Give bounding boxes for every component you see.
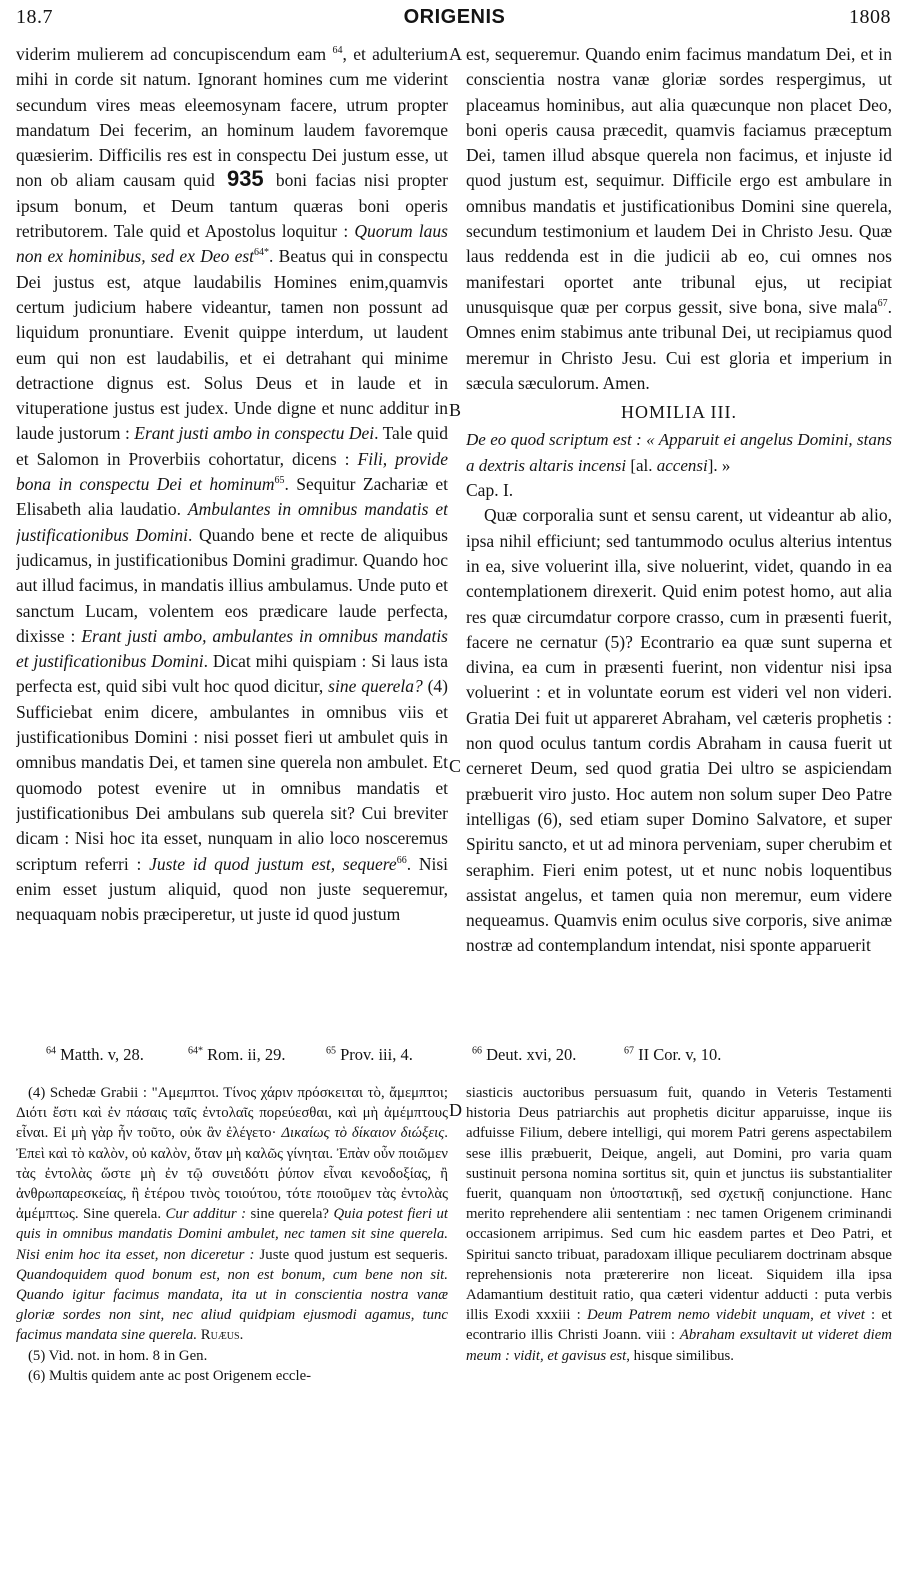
page-number-right: 1808 (849, 6, 891, 28)
running-title: ORIGENIS (403, 6, 506, 28)
body-paragraph: Quæ corporalia sunt et sensu carent, ut videantur ab alio, ipsa nihil efficiunt; sed tantummodo oculus alterius intentus in ea, sive voluerint illa, sive noluerint, videt, quando in ea contemplationem direxerit. Quid enim potest homo, aut alia res quæ circumdatur corpore crasso, cum in præsenti fuerit, facere ne cernatur (5)? Econtrario ea quæ sunt superna et divina, ea cum in præsenti fuerint, non videntur nisi ipsa voluerint : et in voluntate eorum est videri vel non videri. Gratia Dei fuit ut appareret Abraham, vel cæteris prophetis : non quod oculus tantum cordis Abraham in causa fuerit ut cerneret Deum, sed quod gratia Dei ultro se aspiciendam præbuerit viro justo. Hoc autem non solum super Deo Patre intelligas (6), sed etiam super Domino Salvatore, et super Spiritu sancto, et ut ad minora perveniam, super cherubim et seraphim. Fieri enim potest, ut et nunc nobis loquentibus assistat angelus, et tamen quia non meremur, eum videre nequeamus. Quamvis enim oculus sive corporis, sive animæ nostræ ad contemplandum intendat, nisi sponte apparuerit (466, 505, 892, 956)
margin-marker-d: D (449, 1100, 462, 1120)
scripture-quote: Erant justi ambo, ambulantes in omnibus mandatis et justificationibus Domini (16, 625, 448, 672)
footnote-6-continued: siasticis auctoribus persuasum fuit, quando in Veteris Testamenti historia Deus patriarchis aut prophetis dicitur apparuisse, inque iis adfuisse Filium, debere intelligi, qui morem Patri gerens aspectabilem sese illis præbuerit, Deique, angeli, aut Domini, pro varia quam sustinuit persona nomina sortitus sit, quin et junctus iis substantialiter fuerit, quanquam non ὑποστατικῇ, sed σχετικῇ conjunctione. Hanc merito reprehendere alii sententiam : nec tamen Origenem criminandi occasionem arripimus. Sed cum hic easdem partes et Deo Patri, et Spiritui sancto tribuat, paradoxam illique peculiarem doctrinam absque reprehensionis nota prætererire non liceat. Siquidem illa ipsa Adamantium destituit ratio, qua cæteri videntur adducti : puta verbis illis Exodi xxxiii : Deum Patrem nemo videbit unquam, et vivet : et econtrario illis Christi Joann. viii : Abraham exsultavit ut videret diem meum : vidit, et gavisus est, hisque similibus. (466, 1085, 892, 1364)
reference-item: $^{64}$ Matth. v, 28. (46, 1045, 144, 1064)
footnote-ref: 65 (274, 475, 285, 487)
scripture-quote: Ambulantes in omnibus mandatis et justificationibus Domini (16, 499, 448, 545)
homily-subtitle: De eo quod scriptum est : « Apparuit ei angelus Domini, stans a dextris altaris incensi [al. accensi]. » (466, 430, 892, 475)
footnote-ref: 64* (254, 247, 270, 259)
footnote-ref: 66 (396, 854, 407, 866)
body-paragraph: est, sequeremur. Quando enim facimus mandatum Dei, et in conscientia nostra vanæ gloriæ sordes respergimus, ut placeamus hominibus, aut alia quæcunque non placet Deo, boni operis causa præcedit, quamvis faciamus præceptum Dei, tamen illud absque querela non facimus, et injuste id quod justum est, sequimur. Difficile ergo est ambulare in omnibus mandatis et justificationibus Domini sine querela, secundum testimonium et laudem Dei in Christo Jesu. Quæ laus reddenda est in die judicii ab eo, cui omnes nos manifestari oportet ante tribunal ejus, ut recipiat unusquisque quæ per corpus gessit, sive bona, sive mala$^{67}$. Omnes enim stabimus ante tribunal Dei, ut recipiamus quod meremur in Christo Jesu. Cui est gloria et imperium in sæcula sæculorum. Amen. (466, 44, 892, 393)
reference-item: $^{64*}$ Rom. ii, 29. (188, 1045, 286, 1064)
chapter-label: Cap. I. (466, 480, 514, 501)
scripture-quote: Quorum laus non ex hominibus, sed ex Deo est (16, 221, 448, 267)
scripture-quote: Erant justi ambo in conspectu Dei (134, 423, 375, 444)
footnotes-left-column (16, 1083, 448, 1553)
page-number-left: 18.7 (16, 6, 53, 28)
column-number: 935 (226, 166, 264, 192)
body-paragraph: viderim mulierem ad concupiscendum eam $^{64}$, et adulterium mihi in corde sit natum. Ignorant homines cum me viderint secundum vires meas eleemosynam facere, utrum propter mandatum Dei fecerim, an hominum laudem favoremque quæsierim. Difficilis res est in conspectu Dei justum esse, ut non ob aliam causam quid 935 boni facias nisi propter ipsum bonum, et Deum tantum quæras boni operis retributorem. Tale quid et Apostolus loquitur : Quorum laus non ex hominibus, sed ex Deo est$^{64*}$. Beatus qui in conspectu Dei justus est, atque laudabilis Homines enim,quamvis certum judicium habere videantur, tamen non possunt ad liquidum pronuntiare. Evenit quippe interdum, ut laudent eum qui non est laudabilis, et ei detrahant qui minime detractione dignus est. Solus Deus et in laude et in vituperatione justus est judex. Unde digne et nunc additur in laude justorum : Erant justi ambo in conspectu Dei. Tale quid et Salomon in Proverbiis cohortatur, dicens : Fili, provide bona in conspectu Dei et hominum$^{65}$. Sequitur Zachariæ et Elisabeth alia laudatio. Ambulantes in omnibus mandatis et justificationibus Domini. Quando bene et recte de aliquibus judicamus, in justificationibus Domini gradimur. Quando hoc aut illud facimus, in mandatis illius ambulamus. Unde puto et sanctum Lucam, volentem eos prædicare laude perfecta, dixisse : Erant justi ambo, ambulantes in omnibus mandatis et justificationibus Domini. Dicat mihi quispiam : Si laus ista perfecta est, quid sibi vult hoc quod dicitur, sine querela? (4) Sufficiebat enim dicere, ambulantes in omnibus viis et justificationibus Domini : nisi posset fieri ut ambulet quis in omnibus mandatis Dei, et tamen sine querela non ambulet. Et quomodo potest evenire ut in omnibus mandatis et justificationibus Dei ambulans sub querela sit? Cui breviter dicam : Nisi hoc ita esset, nunquam in alio loco nosceremus scriptum referri : Juste id quod justum est, sequere$^{66}$. Nisi enim esset justum aliquid, quod non juste sequeremur, nequaquam nobis præciperetur, ut juste id quod justum (16, 44, 448, 925)
scripture-references (16, 1045, 892, 1071)
margin-marker-b: B (449, 400, 462, 420)
main-text-left-column (16, 42, 448, 1042)
footnote-ref: 64 (332, 45, 343, 57)
reference-item: $^{65}$ Prov. iii, 4. (326, 1045, 413, 1064)
footnote-6: (6) Multis quidem ante ac post Origenem eccle- (28, 1367, 312, 1384)
margin-marker-a: A (449, 44, 462, 64)
main-text-right-column (466, 42, 892, 1042)
reference-item: $^{66}$ Deut. xvi, 20. (472, 1045, 577, 1064)
footnote-5: (5) Vid. not. in hom. 8 in Gen. (28, 1347, 208, 1364)
margin-marker-c: C (449, 756, 462, 776)
homily-title: HOMILIA III. (621, 402, 737, 423)
footnote-ref: 67 (877, 298, 888, 310)
page-header (0, 0, 909, 36)
footnotes-right-column (466, 1083, 892, 1553)
scripture-quote: Juste id quod justum est, sequere (149, 853, 397, 874)
scripture-quote: sine querela? (328, 676, 423, 697)
footnote-4: (4) Schedæ Grabii : "Αμεμπτοι. Τίνος χάριν πρόσκειται τὸ, ἄμεμπτοι; Διότι ἔστι καὶ ἐν πάσαις ταῖς ἐντολαῖς πορεύεσθαι, καὶ μὴ ἀμέμπτους εἶναι. Εἰ μὴ γὰρ ἦν τοῦτο, οὐκ ἂν ἐλέγετο· Δικαίως τὸ δίκαιον διώξεις. Ἐπεὶ καὶ τὸ καλὸν, οὐ καλὸν, ὅταν μὴ καλῶς γίνηται. Ἐπὰν οὖν ποιῶμεν τὰς ἐντολὰς ὥστε μὴ ἐν τῷ συνειδότι ῥύπον εἶναι κενοδοξίας, ἢ ἀνθρωπαρεσκείας, ἢ ἑτέρου τινὸς τοιούτου, τότε ποιοῦμεν τὰς ἐντολὰς ἀμέμπτως. Sine querela. Cur additur : sine querela? Quia potest fieri ut quis in omnibus mandatis Domini ambulet, nec tamen sit sine querela. Nisi enim hoc ita esset, non diceretur : Juste quod justum est sequeris. Quandoquidem quod bonum est, non est bonum, cum bene non sit. Quando igitur facimus mandata, ita ut in conscientia nostra vanæ gloriæ sordes non sint, nec aliud quidpiam ejusmodi agamus, tunc facimus mandata sine querela. Ruæus. (16, 1085, 448, 1344)
scripture-quote: Fili, provide bona in conspectu Dei et hominum (16, 448, 448, 495)
reference-item: $^{67}$ II Cor. v, 10. (624, 1045, 722, 1064)
